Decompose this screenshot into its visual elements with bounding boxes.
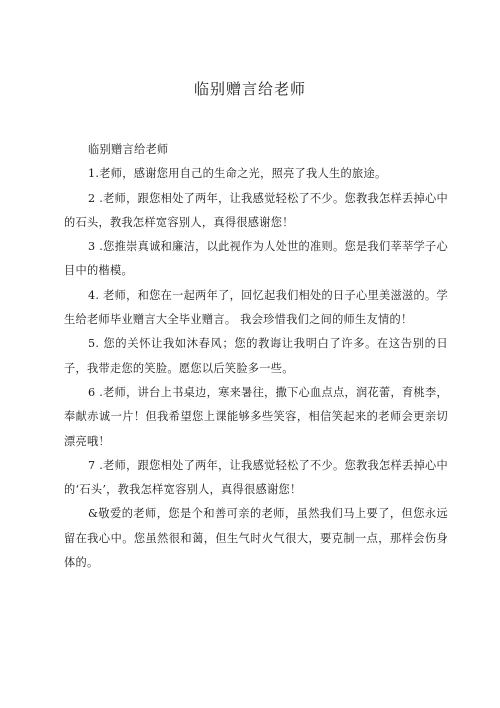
paragraph-4: 4. 老师，和您在一起两年了，回忆起我们相处的日子心里美滋滋的。学生给老师毕业赠言大全毕业赠言。 我会珍惜我们之间的师生友情的！ — [64, 288, 448, 327]
paragraph-7: 7 .老师，跟您相处了两年，让我感觉轻松了不少。您教我怎样丢掉心中的‘石头’，教我怎样宽容别人，真得很感谢您！ — [64, 458, 448, 497]
paragraph-6: 6 .老师，讲台上书桌边，寒来暑往，撒下心血点点，润花蕾，育桃李，奉献赤诚一片！但我希望您上课能够多些笑容，相信笑起来的老师会更亲切漂亮哦！ — [64, 385, 448, 448]
paragraph-2: 2 .老师，跟您相处了两年，让我感觉轻松了不少。您教我怎样丢掉心中的石头，教我怎样宽容别人，真得很感谢您！ — [64, 191, 448, 229]
paragraph-5: 5. 您的关怀让我如沐春风；您的教诲让我明白了许多。在这告别的日子，我带走您的笑脸。愿您以后笑脸多一些。 — [64, 337, 448, 375]
paragraph-3: 3 .您推崇真诚和廉洁，以此视作为人处世的准则。您是我们莘莘学子心目中的楷模。 — [64, 240, 448, 278]
paragraph-subtitle: 临别赠言给老师 — [88, 143, 169, 156]
paragraph-8: &敬爱的老师，您是个和善可亲的老师，虽然我们马上要了，但您永远留在我心中。您虽然很和蔼，但生气时火气很大，要克制一点，那样会伤身体的。 — [64, 507, 448, 570]
paragraph-1: 1.老师，感谢您用自己的生命之光，照亮了我人生的旅途。 — [88, 167, 387, 181]
document-title: 临别赠言给老师 — [193, 80, 306, 98]
document-body — [64, 138, 448, 575]
